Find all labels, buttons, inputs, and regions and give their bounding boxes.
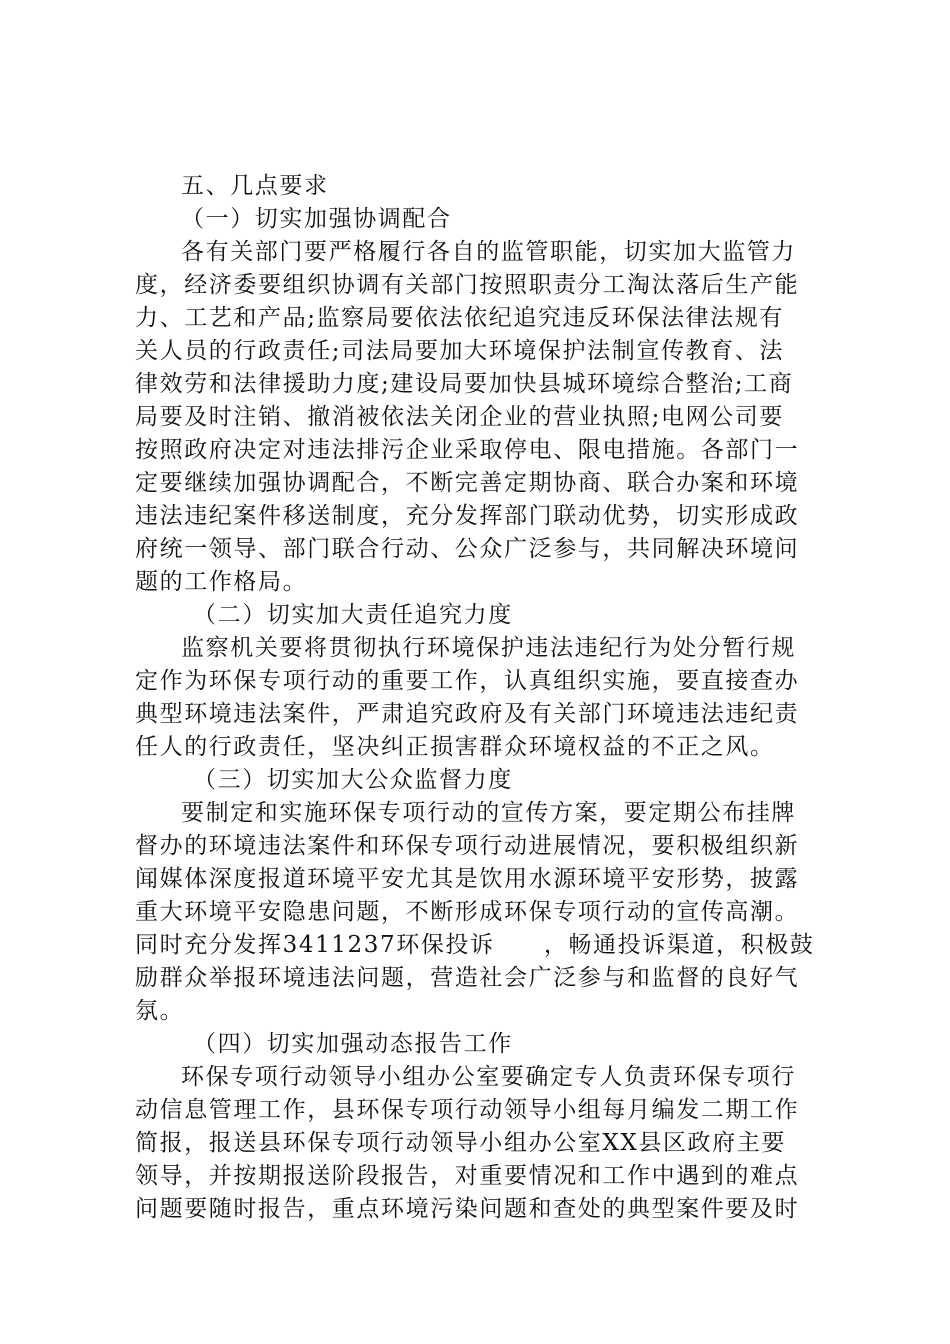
paragraph-line: 关人员的行政责任;司法局要加大环境保护法制宣传教育、法 [135, 338, 784, 364]
paragraph-line: 领导，并按期报送阶段报告，对重要情况和工作中遇到的难点 [135, 1163, 800, 1189]
paragraph-line: 任人的行政责任，坚决纠正损害群众环境权益的不正之风。 [135, 734, 775, 760]
paragraph-line: 各有关部门要严格履行各自的监管职能，切实加大监管力 [181, 239, 796, 265]
paragraph-line: 重大环境平安隐患问题，不断形成环保专项行动的宣传高潮。 [135, 899, 800, 925]
paragraph-line: 按照政府决定对违法排污企业采取停电、限电措施。各部门一 [135, 437, 800, 463]
paragraph-line: 监察机关要将贯彻执行环境保护违法违纪行为处分暂行规 [181, 635, 796, 661]
paragraph-line: 律效劳和法律援助力度;建设局要加快县城环境综合整治;工商 [135, 371, 794, 397]
paragraph-line: 问题要随时报告，重点环境污染问题和查处的典型案件要及时 [135, 1196, 800, 1222]
paragraph-line: 励群众举报环境违法问题，营造社会广泛参与和监督的良好气 [135, 965, 800, 991]
paragraph-line: 简报，报送县环保专项行动领导小组办公室XX县区政府主要 [135, 1130, 786, 1156]
paragraph-line: 府统一领导、部门联合行动、公众广泛参与，共同解决环境问 [135, 536, 800, 562]
subsection-heading-2: （二）切实加大责任追究力度 [193, 602, 513, 628]
paragraph-line: 动信息管理工作，县环保专项行动领导小组每月编发二期工作 [135, 1097, 800, 1123]
paragraph-line: 力、工艺和产品;监察局要依法依纪追究违反环保法律法规有 [135, 305, 784, 331]
paragraph-line: 违法违纪案件移送制度，充分发挥部门联动优势，切实形成政 [135, 503, 800, 529]
paragraph-line: 同时充分发挥3411237环保投诉 ，畅通投诉渠道，积极鼓 [135, 932, 815, 958]
paragraph-line: 闻媒体深度报道环境平安尤其是饮用水源环境平安形势，披露 [135, 866, 800, 892]
subsection-heading-4: （四）切实加强动态报告工作 [193, 1031, 513, 1057]
paragraph-line: 要制定和实施环保专项行动的宣传方案，要定期公布挂牌 [181, 800, 796, 826]
subsection-heading-1: （一）切实加强协调配合 [181, 206, 452, 232]
paragraph-line: 题的工作格局。 [135, 569, 308, 595]
paragraph-line: 局要及时注销、撤消被依法关闭企业的营业执照;电网公司要 [135, 404, 784, 430]
paragraph-line: 定要继续加强协调配合，不断完善定期协商、联合办案和环境 [135, 470, 800, 496]
paragraph-line: 氛。 [135, 998, 185, 1024]
paragraph-line: 度，经济委要组织协调有关部门按照职责分工淘汰落后生产能 [135, 272, 800, 298]
paragraph-line: 定作为环保专项行动的重要工作，认真组织实施，要直接查办 [135, 668, 800, 694]
section-title: 五、几点要求 [181, 173, 329, 199]
document-body [135, 170, 825, 1226]
paragraph-line: 环保专项行动领导小组办公室要确定专人负责环保专项行 [181, 1064, 796, 1090]
subsection-heading-3: （三）切实加大公众监督力度 [193, 767, 513, 793]
paragraph-line: 督办的环境违法案件和环保专项行动进展情况，要积极组织新 [135, 833, 800, 859]
paragraph-line: 典型环境违法案件，严肃追究政府及有关部门环境违法违纪责 [135, 701, 800, 727]
